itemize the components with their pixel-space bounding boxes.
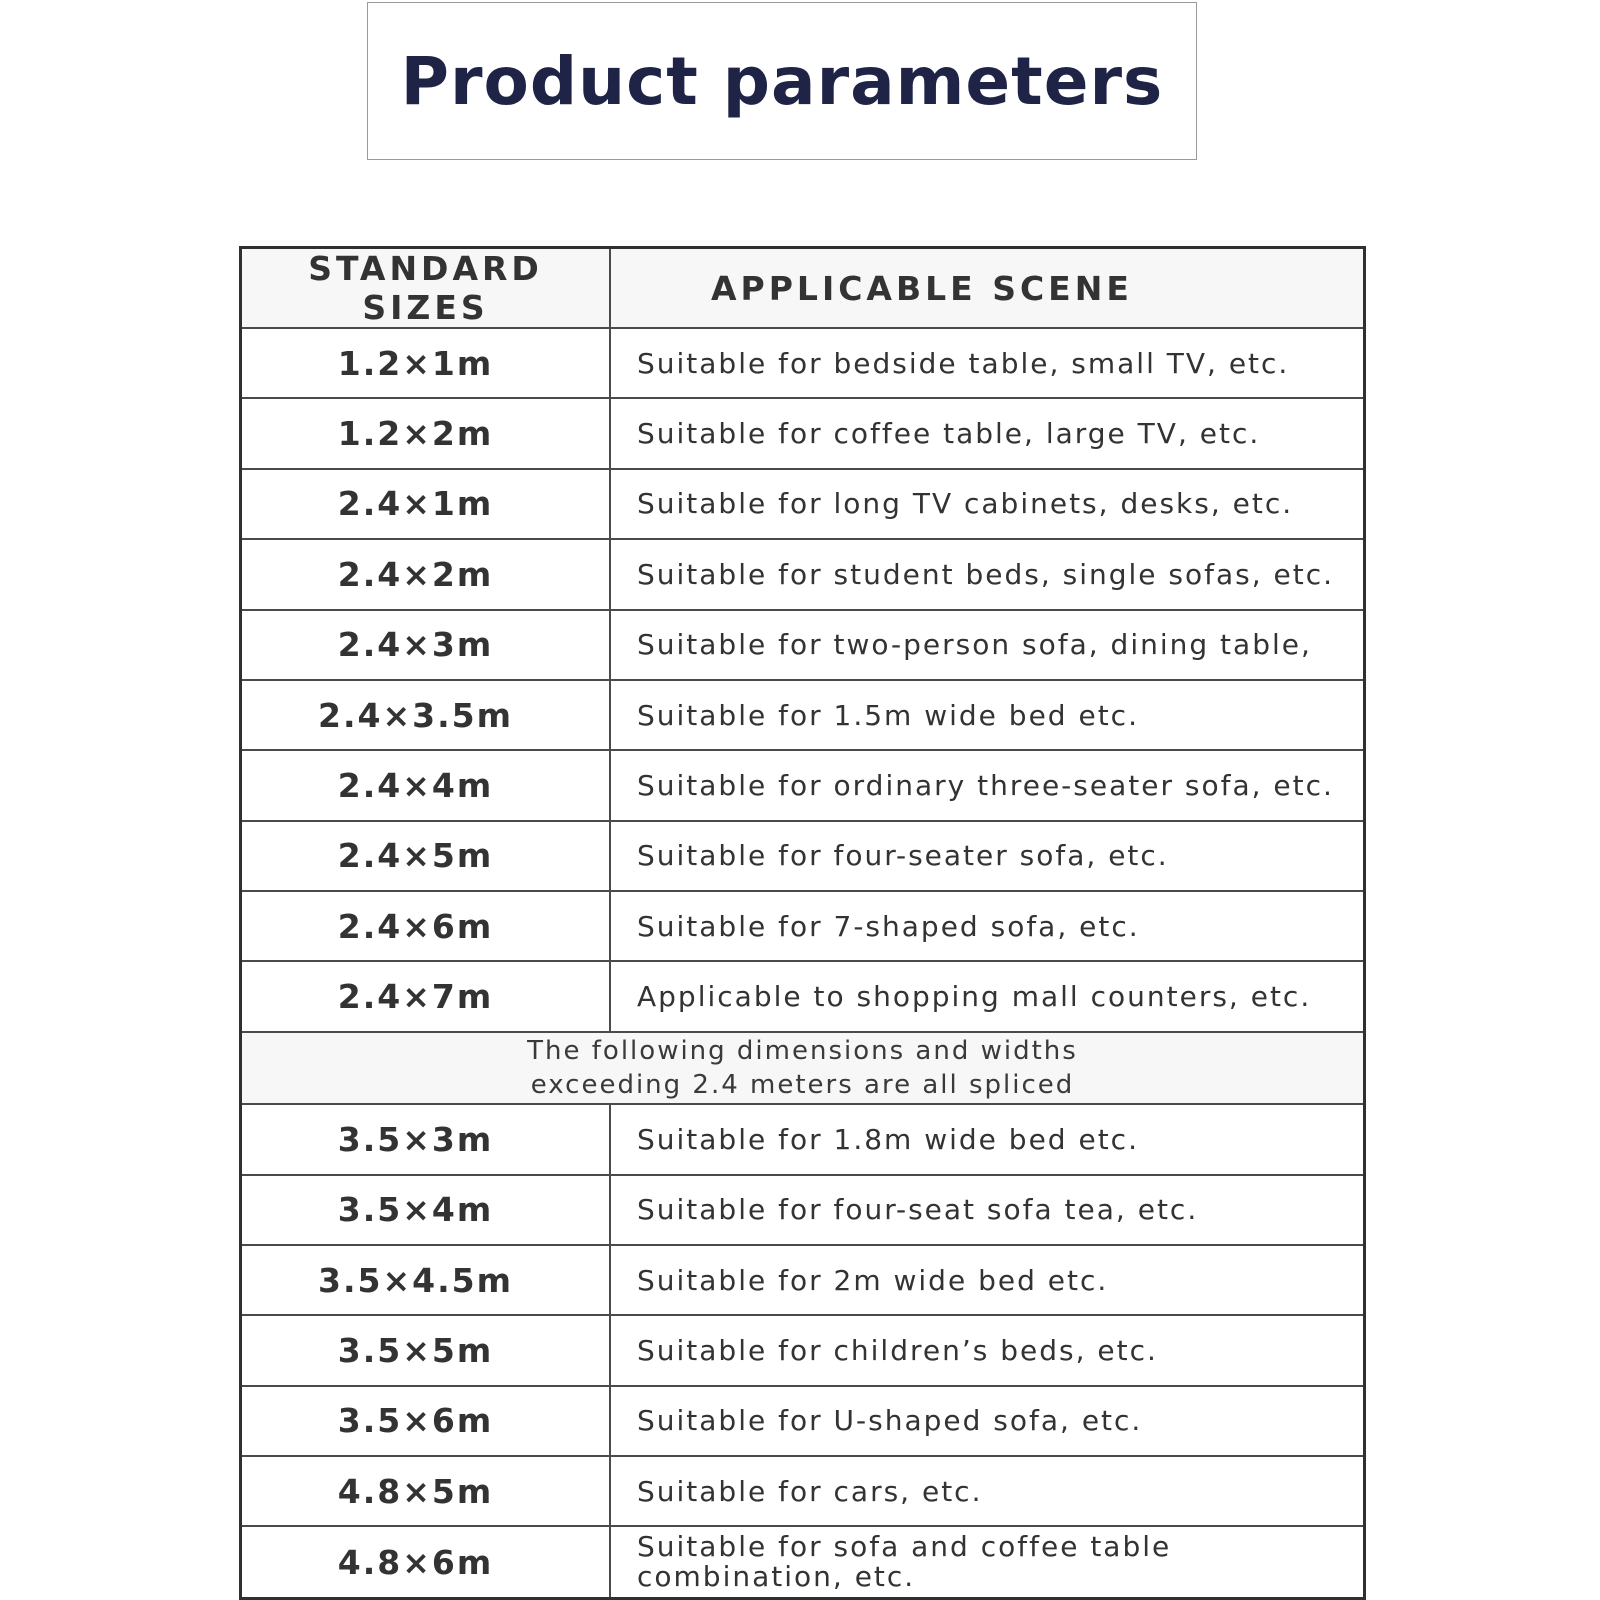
- table-row: [242, 1315, 1363, 1385]
- title-box: [367, 2, 1197, 160]
- table-row: [242, 1386, 1363, 1456]
- scene-cell: Suitable for cars, etc.: [610, 1456, 1363, 1526]
- splice-note-row: [242, 1032, 1363, 1104]
- scene-cell: Suitable for two-person sofa, dining table,: [610, 610, 1363, 680]
- size-cell: 4.8×6m: [242, 1526, 610, 1597]
- scene-cell: Suitable for 7-shaped sofa, etc.: [610, 891, 1363, 961]
- scene-cell: Suitable for student beds, single sofas, etc.: [610, 539, 1363, 609]
- table-row: [242, 680, 1363, 750]
- table-row: [242, 610, 1363, 680]
- size-cell: 4.8×5m: [242, 1456, 610, 1526]
- table-row: [242, 821, 1363, 891]
- size-cell: 2.4×5m: [242, 821, 610, 891]
- table-row: [242, 539, 1363, 609]
- parameters-table: [239, 246, 1366, 1600]
- size-cell: 2.4×2m: [242, 539, 610, 609]
- size-cell: 2.4×4m: [242, 750, 610, 820]
- scene-cell: Suitable for ordinary three-seater sofa, etc.: [610, 750, 1363, 820]
- table-header-row: [242, 249, 1363, 328]
- size-cell: 2.4×3m: [242, 610, 610, 680]
- scene-cell: Suitable for children’s beds, etc.: [610, 1315, 1363, 1385]
- size-cell: 2.4×7m: [242, 961, 610, 1031]
- scene-cell: Suitable for four-seat sofa tea, etc.: [610, 1175, 1363, 1245]
- splice-note: [242, 1032, 1363, 1104]
- scene-cell: Suitable for 1.5m wide bed etc.: [610, 680, 1363, 750]
- scene-cell: Suitable for coffee table, large TV, etc.: [610, 398, 1363, 468]
- table-row: [242, 750, 1363, 820]
- table-row: [242, 1175, 1363, 1245]
- size-cell: 3.5×6m: [242, 1386, 610, 1456]
- scene-cell: Suitable for bedside table, small TV, etc.: [610, 328, 1363, 398]
- scene-cell: Suitable for U-shaped sofa, etc.: [610, 1386, 1363, 1456]
- scene-cell: Suitable for long TV cabinets, desks, etc.: [610, 469, 1363, 539]
- size-table: [242, 249, 1363, 1597]
- table-row: [242, 1104, 1363, 1174]
- page-title: Product parameters: [400, 42, 1164, 120]
- scene-cell: Suitable for sofa and coffee table combination, etc.: [610, 1526, 1363, 1597]
- table-row: [242, 1456, 1363, 1526]
- size-cell: 2.4×1m: [242, 469, 610, 539]
- splice-note-line-1: The following dimensions and widths: [527, 1035, 1078, 1066]
- table-row: [242, 398, 1363, 468]
- size-cell: 3.5×4.5m: [242, 1245, 610, 1315]
- size-cell: 1.2×1m: [242, 328, 610, 398]
- table-row: [242, 1245, 1363, 1315]
- scene-cell: Suitable for four-seater sofa, etc.: [610, 821, 1363, 891]
- table-row: [242, 961, 1363, 1031]
- table-row: [242, 328, 1363, 398]
- size-cell: 1.2×2m: [242, 398, 610, 468]
- header-applicable-scene: APPLICABLE SCENE: [610, 249, 1363, 328]
- table-row: [242, 469, 1363, 539]
- size-cell: 3.5×5m: [242, 1315, 610, 1385]
- header-standard-sizes: STANDARD SIZES: [242, 249, 610, 328]
- size-cell: 3.5×3m: [242, 1104, 610, 1174]
- size-cell: 2.4×6m: [242, 891, 610, 961]
- scene-cell: Suitable for 2m wide bed etc.: [610, 1245, 1363, 1315]
- splice-note-line-2: exceeding 2.4 meters are all spliced: [530, 1069, 1075, 1100]
- table-row: [242, 1526, 1363, 1597]
- size-cell: 3.5×4m: [242, 1175, 610, 1245]
- scene-cell: Suitable for 1.8m wide bed etc.: [610, 1104, 1363, 1174]
- table-row: [242, 891, 1363, 961]
- size-cell: 2.4×3.5m: [242, 680, 610, 750]
- scene-cell: Applicable to shopping mall counters, etc.: [610, 961, 1363, 1031]
